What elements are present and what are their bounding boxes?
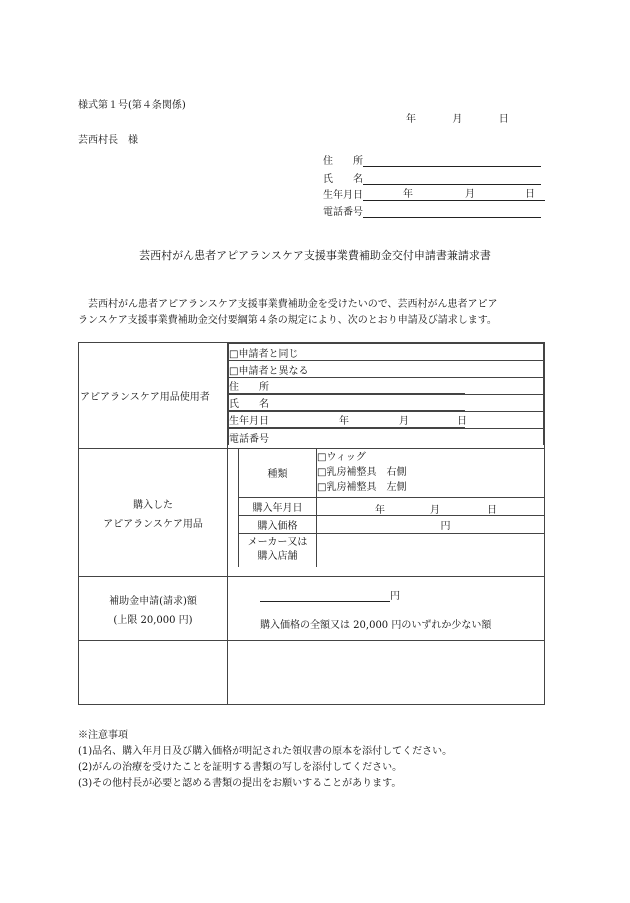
- date-line: [406, 110, 509, 125]
- document-title: 芸西村がん患者アピアランスケア支援事業費補助金交付申請書兼請求書: [139, 249, 491, 262]
- subsidy-amount-row: [260, 587, 544, 602]
- applicant-birth-year: 年: [403, 189, 413, 200]
- user-birth-year: 年: [339, 416, 349, 427]
- user-section-label-text: アピアランスケア用品使用者: [80, 392, 210, 403]
- user-birth-field[interactable]: [229, 412, 465, 428]
- user-birth-day: 日: [457, 416, 467, 427]
- type-label: 種類: [239, 449, 317, 497]
- date-year: 年: [406, 114, 416, 125]
- user-birth-label: 生年月日: [229, 416, 269, 427]
- applicant-name-label: 氏 名: [323, 174, 363, 185]
- user-section: [79, 343, 545, 449]
- applicant-address-row: [323, 152, 541, 167]
- purchase-section: [79, 449, 545, 577]
- body-text-line-2: ランスケア支援事業費補助金交付要綱第４条の規定により、次のとおり申請及び請求します。: [78, 315, 497, 326]
- blank-section-label: [79, 641, 228, 705]
- application-table: [78, 342, 545, 705]
- subsidy-section: [79, 577, 545, 641]
- form-number: 様式第１号(第４条関係): [78, 100, 186, 111]
- purchase-date-month: 月: [430, 504, 440, 516]
- applicant-birth-month: 月: [465, 189, 475, 200]
- blank-section-field[interactable]: [228, 641, 545, 705]
- purchase-date-day: 日: [487, 504, 497, 516]
- notes-item-1: (1)品名、購入年月日及び購入価格が明記された領収書の原本を添付してください。: [78, 746, 453, 757]
- notes-heading: ※注意事項: [78, 730, 128, 741]
- subsidy-amount-unit: 円: [390, 590, 400, 602]
- body-text-line-1: 芸西村がん患者アピアランスケア支援事業費補助金を受けたいので、芸西村がん患者アピア: [88, 299, 498, 310]
- user-name-label: 氏 名: [229, 399, 269, 410]
- purchase-date-field[interactable]: [317, 497, 545, 515]
- purchase-price-unit: 円: [440, 520, 451, 532]
- date-day: 日: [498, 114, 509, 125]
- applicant-birth-row: [323, 186, 545, 201]
- addressee: 芸西村長 様: [78, 135, 138, 146]
- type-option-breast-left[interactable]: □乳房補整具 左側: [317, 482, 407, 494]
- type-option-wig[interactable]: □ウィッグ: [317, 452, 366, 464]
- purchase-price-field[interactable]: [317, 515, 545, 533]
- user-name-row: [229, 395, 544, 412]
- type-option-breast-right[interactable]: □乳房補整具 右側: [317, 467, 407, 479]
- maker-label: [239, 533, 317, 567]
- option-same-as-applicant[interactable]: □申請者と同じ: [229, 344, 544, 361]
- subsidy-section-fields: [228, 577, 545, 641]
- applicant-phone-row: [323, 203, 541, 218]
- purchase-price-label: 購入価格: [239, 515, 317, 533]
- date-month: 月: [452, 114, 463, 125]
- user-address-label: 住 所: [229, 382, 269, 393]
- purchase-date-year: 年: [375, 504, 385, 516]
- user-phone-label: 電話番号: [229, 433, 269, 445]
- notes-item-2: (2)がんの治療を受けたことを証明する書類の写しを添付してください。: [78, 762, 403, 773]
- user-section-fields: [228, 343, 545, 449]
- type-options: [317, 449, 545, 497]
- purchase-section-fields: [228, 449, 545, 577]
- purchase-label-line-1: 購入した: [133, 499, 173, 511]
- applicant-name-row: [323, 170, 541, 185]
- purchase-label-line-2: アピアランスケア用品: [103, 518, 203, 530]
- purchase-date-label: 購入年月日: [239, 497, 317, 515]
- maker-field[interactable]: [317, 533, 545, 567]
- user-address-row: [229, 378, 544, 395]
- user-birth-month: 月: [399, 416, 409, 427]
- user-phone-row: [229, 429, 544, 446]
- subsidy-section-label: [79, 577, 228, 641]
- applicant-phone-label: 電話番号: [323, 207, 363, 218]
- subsidy-label-line-1: 補助金申請(請求)額: [109, 595, 197, 607]
- applicant-address-label: 住 所: [323, 156, 363, 167]
- applicant-birth-day: 日: [525, 189, 535, 200]
- applicant-address-field[interactable]: [363, 155, 541, 167]
- applicant-birth-label: 生年月日: [323, 190, 363, 201]
- user-birth-row: [229, 412, 544, 429]
- applicant-phone-field[interactable]: [363, 206, 541, 218]
- subsidy-label-line-2: (上限 20,000 円): [113, 614, 193, 626]
- purchase-section-label: [79, 449, 228, 577]
- user-address-field[interactable]: [229, 378, 465, 394]
- subsidy-amount-field[interactable]: [260, 590, 390, 602]
- user-name-field[interactable]: [229, 395, 465, 411]
- notes-item-3: (3)その他村長が必要と認める書類の提出をお願いすることがあります。: [78, 778, 402, 789]
- maker-label-line-2: 購入店舗: [257, 551, 298, 563]
- maker-label-line-1: メーカー又は: [247, 537, 308, 549]
- user-section-label: [79, 343, 228, 449]
- option-different-from-applicant[interactable]: □申請者と異なる: [229, 361, 544, 378]
- applicant-name-field[interactable]: [363, 173, 541, 185]
- blank-section: [79, 641, 545, 705]
- subsidy-note: 購入価格の全額又は 20,000 円のいずれか少ない額: [260, 619, 492, 631]
- applicant-birth-field[interactable]: [363, 189, 545, 201]
